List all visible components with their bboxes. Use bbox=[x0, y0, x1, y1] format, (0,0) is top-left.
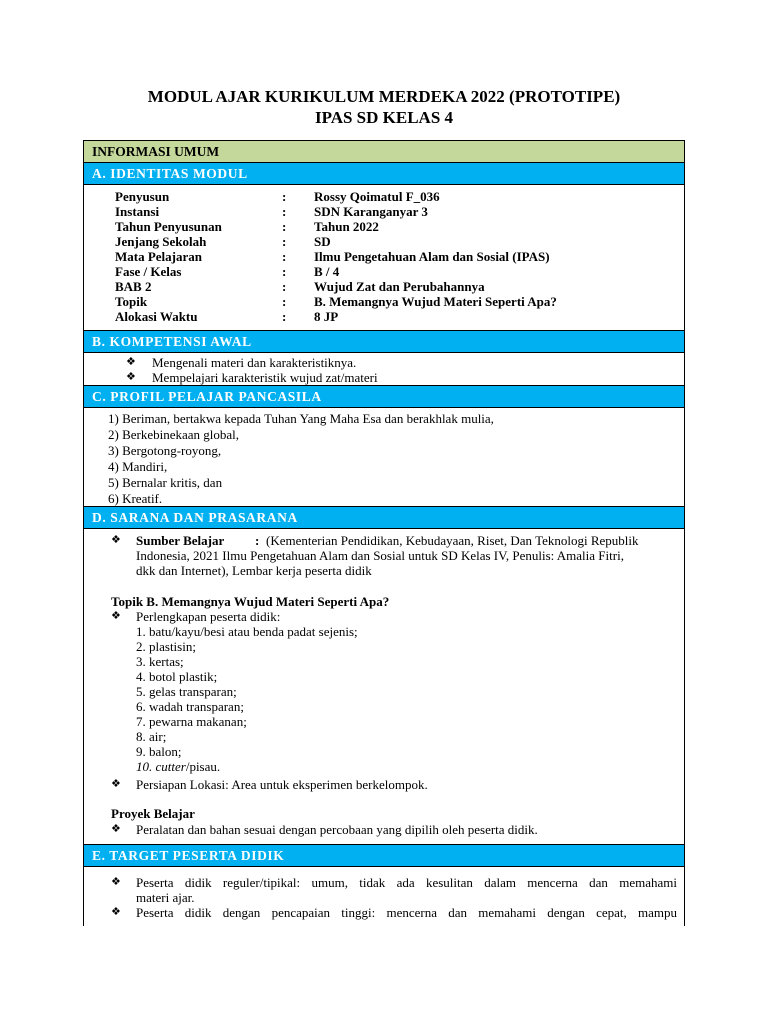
sumber-text: Indonesia, 2021 Ilmu Pengetahuan Alam dan Sosial untuk SD Kelas IV, Penulis: Amalia Fitri, bbox=[136, 548, 624, 563]
bullet-icon: ❖ bbox=[111, 534, 121, 546]
section-e-header: E. TARGET PESERTA DIDIK bbox=[84, 845, 684, 867]
proyek-heading: Proyek Belajar bbox=[111, 806, 195, 821]
list-item: Peserta didik dengan pencapaian tinggi: mencerna dan memahami dengan cepat, mampu bbox=[136, 905, 677, 920]
identity-block: Penyusun : Rossy Qoimatul F_036 Instansi : SDN Karanganyar 3 Tahun Penyusunan : Tahun 2022 Jenjang Sekolah : SD Mata Pelajaran : Ilmu Pengetahuan Alam dan Sosial (IPAS) Fase / Kelas : B / 4 BAB 2 : Wujud Zat dan Perubahannya Topik : B. Memangnya Wujud Materi Seperti Apa? Alokasi Waktu : 8 JP bbox=[84, 185, 684, 331]
list-item: Mempelajari karakteristik wujud zat/materi bbox=[152, 370, 378, 385]
list-item: 5) Bernalar kritis, dan bbox=[108, 475, 223, 490]
tool-item: 4. botol plastik; bbox=[136, 669, 218, 684]
bullet-icon: ❖ bbox=[111, 823, 121, 835]
bullet-icon: ❖ bbox=[111, 778, 121, 790]
list-item: Mengenali materi dan karakteristiknya. bbox=[152, 355, 357, 370]
tool-item: 9. balon; bbox=[136, 744, 182, 759]
list-item: materi ajar. bbox=[136, 890, 195, 905]
section-b-header: B. KOMPETENSI AWAL bbox=[84, 331, 684, 353]
bullet-icon: ❖ bbox=[111, 906, 121, 918]
sumber-text: (Kementerian Pendidikan, Kebudayaan, Riset, Dan Teknologi Republik bbox=[266, 533, 639, 548]
kompetensi-block bbox=[84, 353, 684, 386]
tool-item: 5. gelas transparan; bbox=[136, 684, 237, 699]
list-item: Persiapan Lokasi: Area untuk eksperimen berkelompok. bbox=[136, 777, 428, 792]
tool-item: 6. wadah transparan; bbox=[136, 699, 244, 714]
section-c-header: C. PROFIL PELAJAR PANCASILA bbox=[84, 386, 684, 408]
module-table bbox=[83, 140, 685, 926]
document-title: MODUL AJAR KURIKULUM MERDEKA 2022 (PROTOTIPE) bbox=[147, 87, 621, 106]
target-block bbox=[84, 867, 684, 926]
list-item: 3) Bergotong-royong, bbox=[108, 443, 222, 458]
tool-item: 2. plastisin; bbox=[136, 639, 196, 654]
list-item: 4) Mandiri, bbox=[108, 459, 168, 474]
bullet-icon: ❖ bbox=[111, 876, 121, 888]
list-item: Peserta didik reguler/tipikal: umum, tidak ada kesulitan dalam mencerna dan memahami bbox=[136, 875, 677, 890]
sumber-colon: : bbox=[255, 533, 260, 548]
bullet-icon: ❖ bbox=[111, 610, 121, 622]
tool-item: 7. pewarna makanan; bbox=[136, 714, 247, 729]
info-umum-header: INFORMASI UMUM bbox=[84, 141, 684, 163]
sarana-block bbox=[84, 529, 684, 845]
bullet-icon: ❖ bbox=[126, 356, 136, 368]
topik-heading: Topik B. Memangnya Wujud Materi Seperti Apa? bbox=[111, 594, 390, 609]
tool-item: 3. kertas; bbox=[136, 654, 184, 669]
tool-item: 8. air; bbox=[136, 729, 167, 744]
list-item: 1) Beriman, bertakwa kepada Tuhan Yang Maha Esa dan berakhlak mulia, bbox=[108, 411, 494, 426]
list-item: 2) Berkebinekaan global, bbox=[108, 427, 240, 442]
sumber-text: dkk dan Internet), Lembar kerja peserta didik bbox=[136, 563, 372, 578]
tool-item: 10. cutter/pisau. bbox=[136, 759, 221, 774]
section-d-header: D. SARANA DAN PRASARANA bbox=[84, 507, 684, 529]
document-subtitle: IPAS SD KELAS 4 bbox=[314, 108, 454, 127]
section-a-header: A. IDENTITAS MODUL bbox=[84, 163, 684, 185]
list-item: 6) Kreatif. bbox=[108, 491, 163, 506]
list-item: Peralatan dan bahan sesuai dengan percobaan yang dipilih oleh peserta didik. bbox=[136, 822, 538, 837]
sumber-label: Sumber Belajar bbox=[136, 533, 225, 548]
tool-item: 1. batu/kayu/besi atau benda padat sejenis; bbox=[136, 624, 358, 639]
profil-block bbox=[84, 408, 684, 507]
list-item: Perlengkapan peserta didik: bbox=[136, 609, 281, 624]
bullet-icon: ❖ bbox=[126, 371, 136, 383]
